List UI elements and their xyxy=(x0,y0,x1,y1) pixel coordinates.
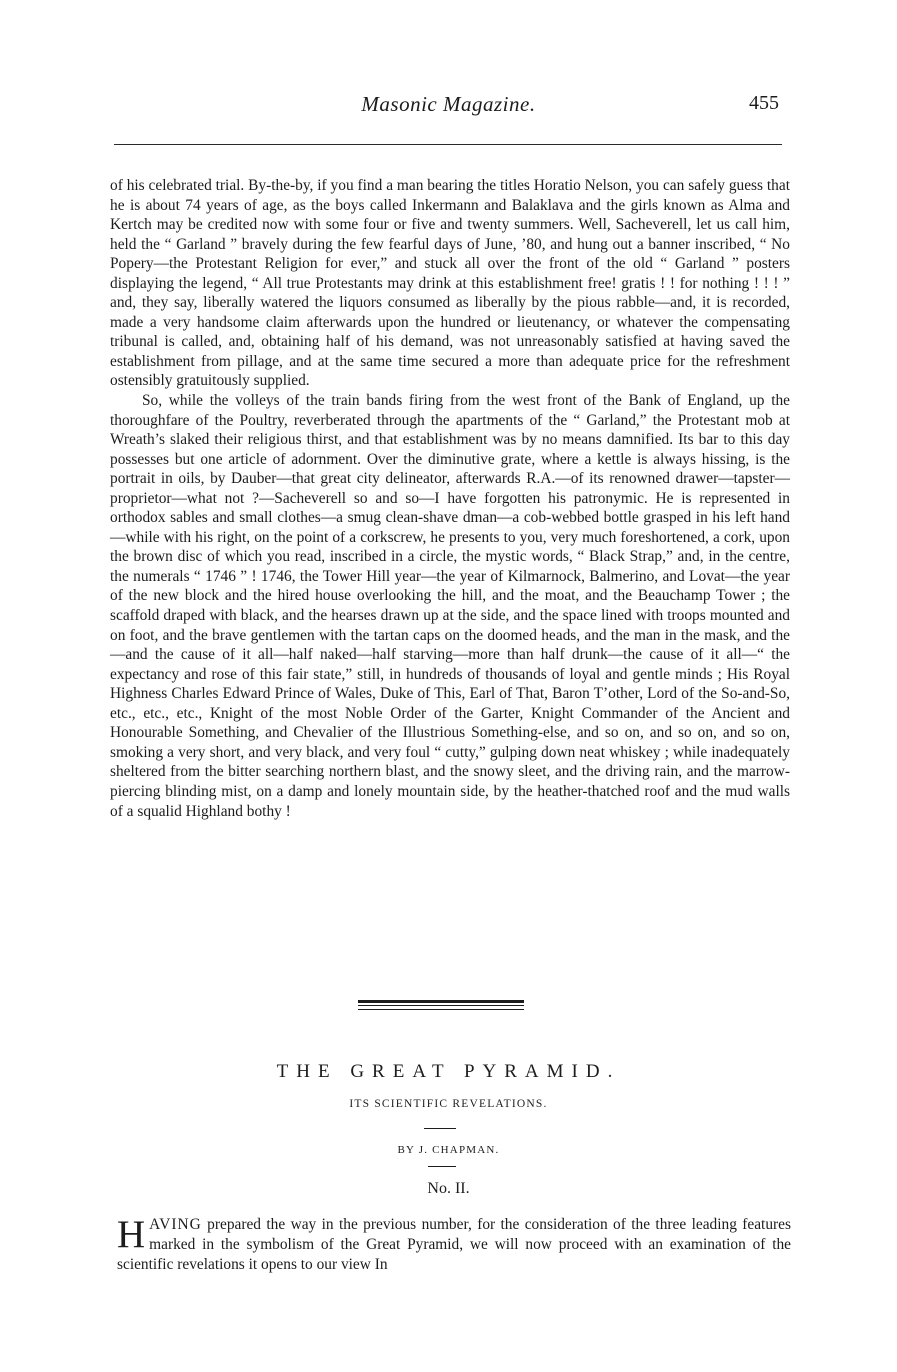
opening-text: prepared the way in the previous number, for the consideration of the three leading features marked in the symbolism of the Great Pyramid, we will now proceed with an examination of the scientific revelations it opens to our view In xyxy=(117,1216,791,1273)
article-opening xyxy=(117,1215,791,1275)
page-number: 455 xyxy=(749,92,779,114)
running-head xyxy=(0,92,897,122)
paragraph: So, while the volleys of the train bands firing from the west front of the Bank of England, up the thoroughfare of the Poultry, reverberated through the apartments of the “ Garland,” the Protestant mob at Wreath’s slaked their religious thirst, and that establishment was by no means damnified. Its bar to this day possesses but one article of adornment. Over the diminutive grate, where a kettle is always hissing, is the portrait in oils, by Dauber—that great city delineator, afterwards R.A.—of its renowned drawer—tapster—proprietor—what not ?—Sacheverell so and so—I have forgotten his patronymic. He is represented in orthodox sables and small clothes—a smug clean-shave dman—a cob-webbed bottle grasped in his left hand—while with his right, on the point of a corkscrew, he presents to you, very much foreshortened, a cork, upon the brown disc of which you read, inscribed in a circle, the mystic words, “ Black Strap,” and, in the centre, the numerals “ 1746 ” ! 1746, the Tower Hill year—the year of Kilmarnock, Balmerino, and Lovat—the year of the new block and the hired house overlooking the hill, and the moat, and the Beauchamp Tower ; the scaffold draped with black, and the hearses drawn up at the side, and the space lined with troops mounted and on foot, and the brave gentlemen with the tartan caps on the doomed heads, and the man in the mask, and the—and the cause of it all—half naked—half starving—more than half drunk—the cause of it all—“ the expectancy and rose of this fair state,” still, in hundreds of thousands of loyal and gentle minds ; His Royal Highness Charles Edward Prince of Wales, Duke of This, Earl of That, Baron T’other, Lord of the So-and-So, etc., etc., etc., Knight of the most Noble Order of the Garter, Knight Commander of the Ancient and Honourable Something, and Chevalier of the Illustrious Something-else, and so on, and so on, and so on, smoking a very short, and very black, and very foul “ cutty,” gulping down neat whiskey ; while inadequately sheltered from the bitter searching northern blast, and the snowy sleet, and the driving rain, and the marrow-piercing blinding mist, on a damp and lonely mountain side, by the heather-thatched roof and the mud walls of a squalid Highland bothy ! xyxy=(110,392,790,820)
byline: BY J. CHAPMAN. xyxy=(397,1144,500,1156)
part-number: No. II. xyxy=(427,1180,470,1197)
short-rule xyxy=(424,1128,456,1129)
section-divider xyxy=(358,1000,524,1010)
divider-thick-rule xyxy=(358,1000,524,1003)
previous-article-text xyxy=(110,176,790,821)
journal-title: Masonic Magazine. xyxy=(361,92,536,116)
header-rule xyxy=(114,144,782,145)
drop-cap: H xyxy=(117,1213,146,1256)
short-rule xyxy=(428,1166,456,1167)
article-title: THE GREAT PYRAMID. xyxy=(276,1061,621,1082)
divider-thin-rule xyxy=(358,1005,524,1006)
divider-thin-rule xyxy=(358,1009,524,1010)
paragraph: of his celebrated trial. By-the-by, if you find a man bearing the titles Horatio Nelson, you can safely guess that he is about 74 years of age, as the boys called Inkermann and Balaklava and the girls known as Alma and Kertch may be credited now with some four or five and twenty summers. Well, Sacheverell, let us call him, held the “ Garland ” bravely during the few fearful days of June, ’80, and hung out a banner inscribed, “ No Popery—the Protestant Religion for ever,” and stuck all over the front of the old “ Garland ” posters displaying the legend, “ All true Protestants may drink at this establishment free! gratis ! ! for nothing ! ! ! ” and, they say, liberally watered the liquors consumed as liberally by the pious rabble—and, it is recorded, made a very handsome claim afterwards upon the hundred or lieutenancy, or whatever the compensating tribunal is called, and, obtaining half of his demand, was not unreasonably satisfied at having saved the establishment from pillage, and at the same time secured a more than adequate price for the refreshment ostensibly gratuitously supplied. xyxy=(110,177,790,390)
article-subtitle: ITS SCIENTIFIC REVELATIONS. xyxy=(349,1098,548,1110)
lead-word: AVING xyxy=(149,1216,202,1233)
